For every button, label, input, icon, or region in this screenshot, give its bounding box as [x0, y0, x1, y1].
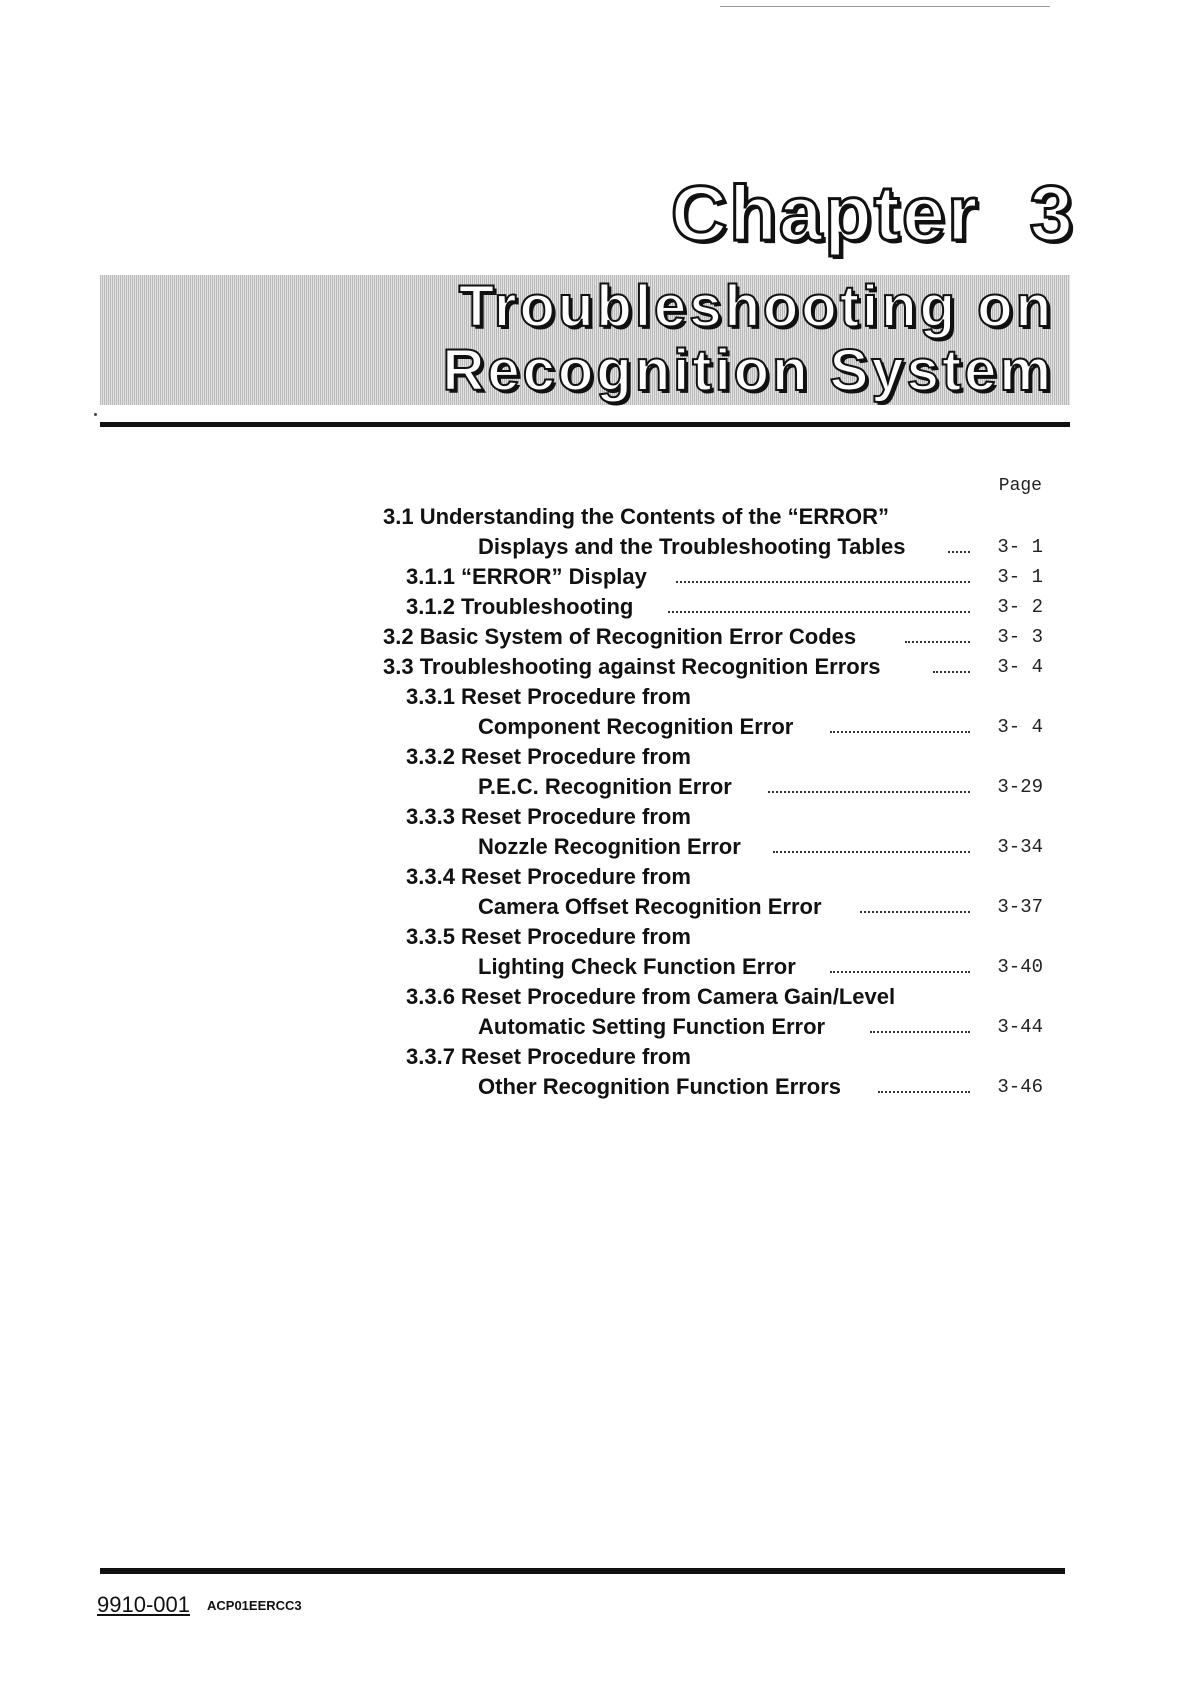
toc-entry-label: 3.3.6 Reset Procedure from Camera Gain/Level	[406, 984, 896, 1009]
toc-entry[interactable]	[406, 983, 895, 1011]
toc-entry-page: 3-37	[997, 896, 1043, 918]
toc-entry-label: 3.3.5 Reset Procedure from	[406, 924, 691, 949]
toc-entry-page: 3-44	[997, 1016, 1043, 1038]
toc-entry-label: 3.1.2 Troubleshooting	[406, 594, 634, 619]
toc-entry-label: Automatic Setting Function Error	[478, 1014, 826, 1039]
toc-entry-page: 3- 4	[997, 716, 1043, 738]
toc-entry[interactable]	[406, 923, 691, 951]
toc-entry-label: 3.3.7 Reset Procedure from	[406, 1044, 691, 1069]
toc-entry[interactable]	[478, 713, 1043, 741]
toc-entry-page: 3-40	[997, 956, 1043, 978]
chapter-title-band	[100, 275, 1070, 405]
toc-entry-page: 3-34	[997, 836, 1043, 858]
toc-entry-label: 3.3.2 Reset Procedure from	[406, 744, 691, 769]
footer-rule	[100, 1568, 1065, 1574]
toc-leader	[676, 553, 970, 583]
toc-entry-page: 3- 3	[997, 626, 1043, 648]
toc-page-header: Page	[998, 476, 1042, 496]
toc-entry[interactable]	[478, 1073, 1043, 1101]
toc-entry-label: Component Recognition Error	[478, 714, 794, 739]
toc-leader	[870, 1003, 970, 1033]
toc-entry-label: 3.2 Basic System of Recognition Error Codes	[383, 624, 857, 649]
chapter-heading	[655, 168, 1075, 258]
toc-entry-page: 3-29	[997, 776, 1043, 798]
toc-entry-label: 3.1 Understanding the Contents of the “ERROR”	[383, 504, 890, 529]
toc-entry[interactable]	[478, 953, 1043, 981]
band-rule	[100, 422, 1070, 427]
toc-entry-page: 3- 4	[997, 656, 1043, 678]
chapter-title-line1: Troubleshooting on	[458, 274, 1054, 339]
toc-entry-label: 3.3.3 Reset Procedure from	[406, 804, 691, 829]
toc-entry[interactable]	[478, 833, 1043, 861]
toc-entry[interactable]	[406, 683, 691, 711]
toc-entry-label: Camera Offset Recognition Error	[478, 894, 822, 919]
chapter-word: Chapter	[670, 169, 980, 257]
toc-leader	[948, 523, 970, 553]
top-scan-rule	[720, 6, 1050, 7]
toc-entry-label: Displays and the Troubleshooting Tables	[478, 534, 906, 559]
toc-leader	[830, 943, 970, 973]
chapter-title	[442, 275, 1054, 403]
toc-entry-label: Lighting Check Function Error	[478, 954, 796, 979]
toc-entry[interactable]	[383, 503, 889, 531]
toc-entry-label: Other Recognition Function Errors	[478, 1074, 842, 1099]
toc-entry[interactable]	[478, 893, 1043, 921]
toc-entry[interactable]	[478, 1013, 1043, 1041]
toc-leader	[905, 613, 970, 643]
toc-entry[interactable]	[478, 773, 1043, 801]
toc-entry-label: 3.3.1 Reset Procedure from	[406, 684, 691, 709]
toc-entry-page: 3- 1	[997, 566, 1043, 588]
footer-doc-id: ACP01EERCC3	[207, 1598, 302, 1613]
chapter-title-line2: Recognition System	[442, 338, 1054, 403]
toc-leader	[768, 763, 970, 793]
toc-entry-label: 3.1.1 “ERROR” Display	[406, 564, 647, 589]
chapter-number: 3	[1029, 169, 1075, 257]
toc-entry-label: 3.3.4 Reset Procedure from	[406, 864, 691, 889]
toc-entry-page: 3-46	[997, 1076, 1043, 1098]
toc-leader	[773, 823, 970, 853]
toc-entry[interactable]	[406, 803, 691, 831]
toc-leader	[933, 643, 970, 673]
toc-entry-page: 3- 2	[997, 596, 1043, 618]
toc-entry-label: 3.3 Troubleshooting against Recognition Errors	[383, 654, 881, 679]
band-dot	[94, 413, 97, 416]
toc-entry[interactable]	[406, 863, 691, 891]
toc-entry-label: P.E.C. Recognition Error	[478, 774, 732, 799]
toc-leader	[878, 1063, 970, 1093]
toc-entry[interactable]	[406, 1043, 691, 1071]
toc-entry-page: 3- 1	[997, 536, 1043, 558]
toc-leader	[830, 703, 970, 733]
toc-leader	[668, 583, 970, 613]
toc-entry-label: Nozzle Recognition Error	[478, 834, 741, 859]
toc-leader	[860, 883, 970, 913]
toc-entry[interactable]	[406, 743, 691, 771]
toc-entry[interactable]	[383, 653, 1043, 681]
footer-code: 9910-001	[97, 1592, 190, 1617]
